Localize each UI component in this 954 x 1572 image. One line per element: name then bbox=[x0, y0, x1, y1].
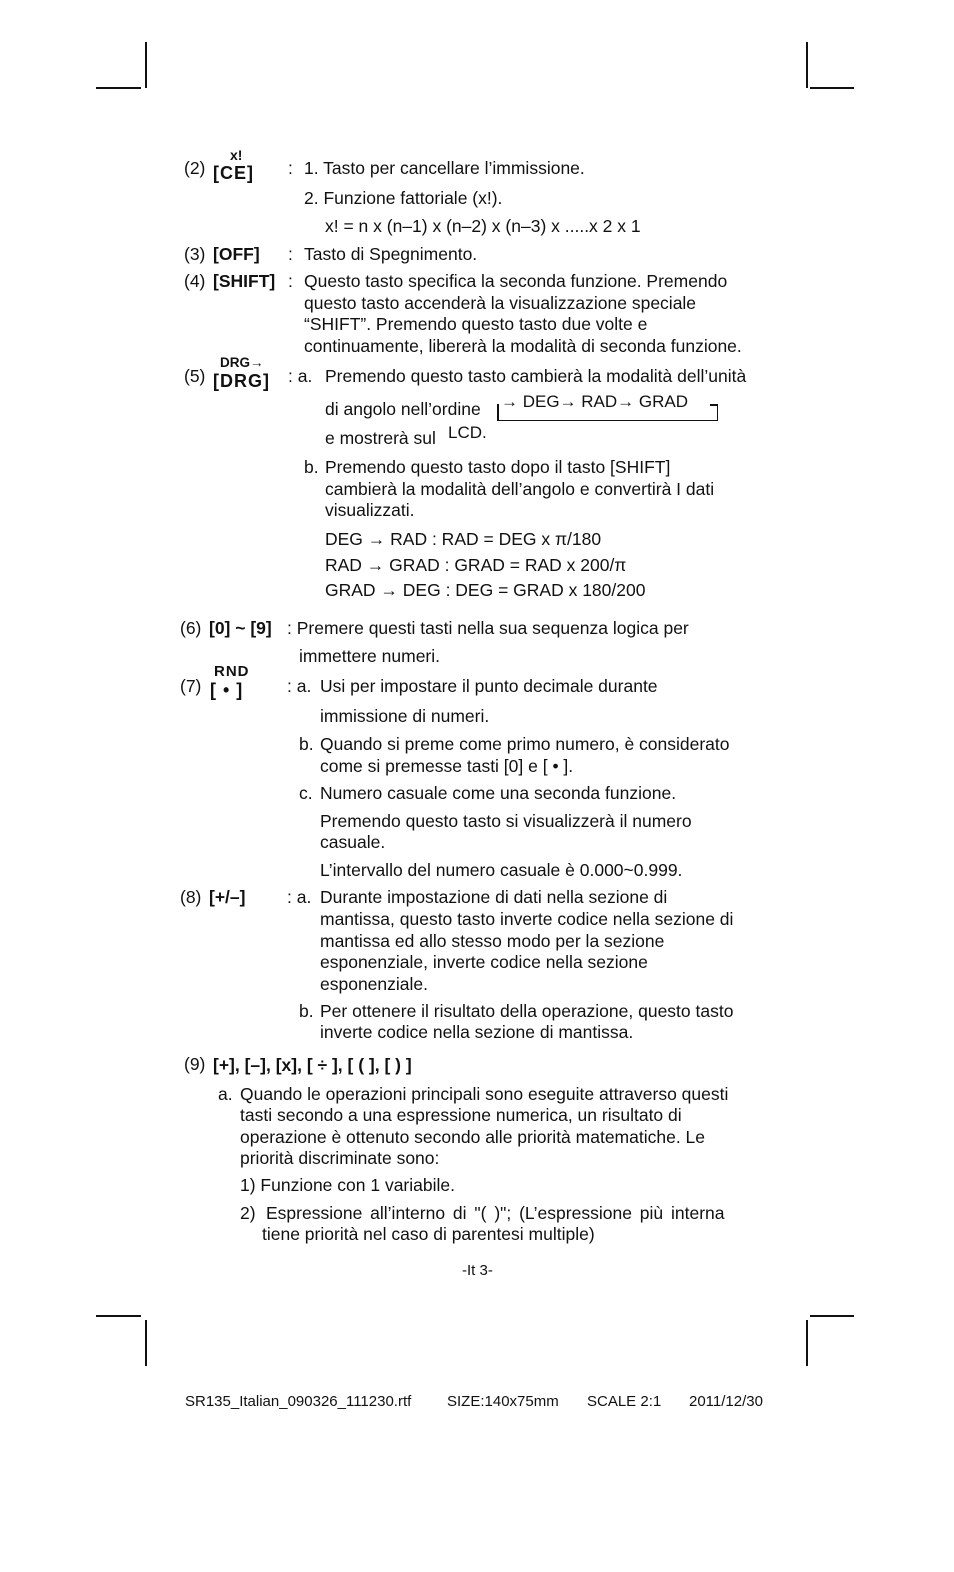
item-4-line-2: questo tasto accenderà la visualizzazione speciale bbox=[304, 293, 697, 313]
item-5-colon: : a. bbox=[288, 366, 313, 386]
ce-key-shift-label: x! bbox=[230, 147, 243, 163]
crop-mark-top-left-vertical bbox=[145, 42, 147, 88]
angle-cycle-text: → DEG→ RAD→ GRAD bbox=[501, 392, 689, 411]
item-5-b-line-1: Premendo questo tasto dopo il tasto [SHIFT] bbox=[325, 457, 671, 477]
item-8-number: (8) bbox=[180, 887, 202, 907]
footer-file-name: SR135_Italian_090326_111230.rtf bbox=[185, 1393, 412, 1410]
item-5-b-line-3: visualizzati. bbox=[325, 500, 415, 520]
page-number: -It 3- bbox=[462, 1262, 493, 1279]
priority-2-line-2: tiene priorità nel caso di parentesi multiple) bbox=[262, 1224, 595, 1244]
item-2-line-2: 2. Funzione fattoriale (x!). bbox=[304, 188, 503, 208]
drg-key-shift-label: DRG→ bbox=[220, 355, 264, 370]
footer-scale: SCALE 2:1 bbox=[587, 1393, 662, 1410]
item-9-number: (9) bbox=[184, 1054, 206, 1074]
item-8-b-label: b. bbox=[299, 1001, 314, 1021]
item-5-a-line-2: di angolo nell’ordine bbox=[325, 399, 481, 419]
formula-deg-to-rad: DEG → RAD : RAD = DEG x π/180 bbox=[325, 529, 602, 549]
item-7-number: (7) bbox=[180, 676, 202, 696]
formula-rad-to-grad: RAD → GRAD : GRAD = RAD x 200/π bbox=[325, 555, 627, 575]
lcd-label: LCD. bbox=[448, 423, 487, 442]
item-7-a-line-1: Usi per impostare il punto decimale durante bbox=[320, 676, 658, 696]
cycle-left-bar bbox=[497, 404, 499, 420]
item-2-colon: : bbox=[288, 158, 293, 178]
item-5-a-line-1: Premendo questo tasto cambierà la modalità dell’unità bbox=[325, 366, 747, 386]
item-5-number: (5) bbox=[184, 366, 206, 386]
digit-keys: [0] ~ [9] bbox=[209, 618, 272, 638]
item-8-a-line-4: esponenziale, inverte codice nella sezione bbox=[320, 952, 648, 972]
item-8-a-line-5: esponenziale. bbox=[320, 974, 428, 994]
shift-key: [SHIFT] bbox=[213, 271, 276, 291]
item-7-b-line-1: Quando si preme come primo numero, è considerato bbox=[320, 734, 730, 754]
item-5-b-label: b. bbox=[304, 457, 319, 477]
item-7-b-label: b. bbox=[299, 734, 314, 754]
crop-mark-bottom-left-horizontal bbox=[96, 1315, 141, 1317]
decimal-point-key-label: [ • ] bbox=[210, 680, 244, 700]
item-7-c-line-1: Numero casuale come una seconda funzione. bbox=[320, 783, 677, 803]
crop-mark-bottom-right-vertical bbox=[806, 1320, 808, 1366]
item-4-number: (4) bbox=[184, 271, 206, 291]
crop-mark-top-left-horizontal bbox=[96, 87, 141, 89]
item-9-a-label: a. bbox=[218, 1084, 233, 1104]
item-4-line-1: Questo tasto specifica la seconda funzione. Premendo bbox=[304, 271, 728, 291]
item-7-c-line-2: Premendo questo tasto si visualizzerà il numero bbox=[320, 811, 692, 831]
item-8-b-line-2: inverte codice nella sezione di mantissa. bbox=[320, 1022, 634, 1042]
formula-grad-to-deg: GRAD → DEG : DEG = GRAD x 180/200 bbox=[325, 580, 646, 600]
item-9-a-line-3: operazione è ottenuto secondo alle priorità matematiche. Le bbox=[240, 1127, 706, 1147]
operator-keys: [+], [–], [x], [ ÷ ], [ ( ], [ ) ] bbox=[213, 1055, 412, 1075]
ce-key-label: [CE] bbox=[213, 163, 254, 183]
item-7-b-line-2: come si premesse tasti [0] e [ • ]. bbox=[320, 756, 574, 776]
item-3-colon: : bbox=[288, 244, 293, 264]
cycle-right-bar bbox=[717, 404, 719, 420]
item-4-line-4: continuamente, libererà la modalità di seconda funzione. bbox=[304, 336, 742, 356]
item-9-a-line-4: priorità discriminate sono: bbox=[240, 1148, 440, 1168]
item-7-c-line-4: L’intervallo del numero casuale è 0.000~0.999. bbox=[320, 860, 683, 880]
item-3-number: (3) bbox=[184, 244, 206, 264]
item-7-c-line-3: casuale. bbox=[320, 832, 386, 852]
decimal-point-key bbox=[210, 664, 270, 704]
sign-key: [+/–] bbox=[209, 887, 246, 907]
item-6-number: (6) bbox=[180, 618, 202, 638]
item-4-line-3: “SHIFT”. Premendo questo tasto due volte e bbox=[304, 314, 648, 334]
item-8-a-line-3: mantissa ed allo stesso modo per la sezione bbox=[320, 931, 665, 951]
item-8-b-line-1: Per ottenere il risultato della operazione, questo tasto bbox=[320, 1001, 734, 1021]
item-8-colon: : a. bbox=[287, 887, 312, 907]
item-2-number: (2) bbox=[184, 158, 206, 178]
off-key: [OFF] bbox=[213, 244, 260, 264]
crop-mark-bottom-right-horizontal bbox=[810, 1315, 854, 1317]
item-6-line-1: : Premere questi tasti nella sua sequenza logica per bbox=[287, 618, 689, 638]
item-2-line-1: 1. Tasto per cancellare l’immissione. bbox=[304, 158, 585, 178]
item-6-line-2: immettere numeri. bbox=[299, 646, 441, 666]
crop-mark-top-right-horizontal bbox=[810, 87, 854, 89]
item-7-c-label: c. bbox=[299, 783, 313, 803]
item-8-a-line-2: mantissa, questo tasto inverte codice nella sezione di bbox=[320, 909, 734, 929]
item-7-a-line-2: immissione di numeri. bbox=[320, 706, 490, 726]
item-7-colon: : a. bbox=[287, 676, 312, 696]
angle-cycle-diagram bbox=[497, 392, 718, 421]
item-9-a-line-1: Quando le operazioni principali sono eseguite attraverso questi bbox=[240, 1084, 729, 1104]
item-9-a-line-2: tasti secondo a una espressione numerica, un risultato di bbox=[240, 1105, 682, 1125]
cycle-return-stub bbox=[710, 404, 718, 406]
drg-key bbox=[213, 356, 283, 396]
item-8-a-line-1: Durante impostazione di dati nella sezione di bbox=[320, 887, 668, 907]
footer-date: 2011/12/30 bbox=[689, 1393, 763, 1410]
priority-1: 1) Funzione con 1 variabile. bbox=[240, 1175, 455, 1195]
item-5-a-line-3: e mostrerà sul bbox=[325, 428, 436, 448]
item-3-line-1: Tasto di Spegnimento. bbox=[304, 244, 478, 264]
ce-key bbox=[213, 148, 273, 188]
footer-size: SIZE:140x75mm bbox=[447, 1393, 559, 1410]
priority-2-line-1: Espressione all’interno di "( )"; (L’espressione più interna bbox=[266, 1203, 725, 1223]
crop-mark-bottom-left-vertical bbox=[145, 1320, 147, 1366]
drg-key-label: [DRG] bbox=[213, 371, 270, 391]
rnd-shift-label: RND bbox=[214, 663, 250, 680]
item-5-b-line-2: cambierà la modalità dell’angolo e convertirà I dati bbox=[325, 479, 715, 499]
item-4-colon: : bbox=[288, 271, 293, 291]
crop-mark-top-right-vertical bbox=[806, 42, 808, 88]
priority-2-label: 2) bbox=[240, 1203, 256, 1223]
item-2-line-3: x! = n x (n–1) x (n–2) x (n–3) x .....x 2 x 1 bbox=[325, 216, 641, 236]
